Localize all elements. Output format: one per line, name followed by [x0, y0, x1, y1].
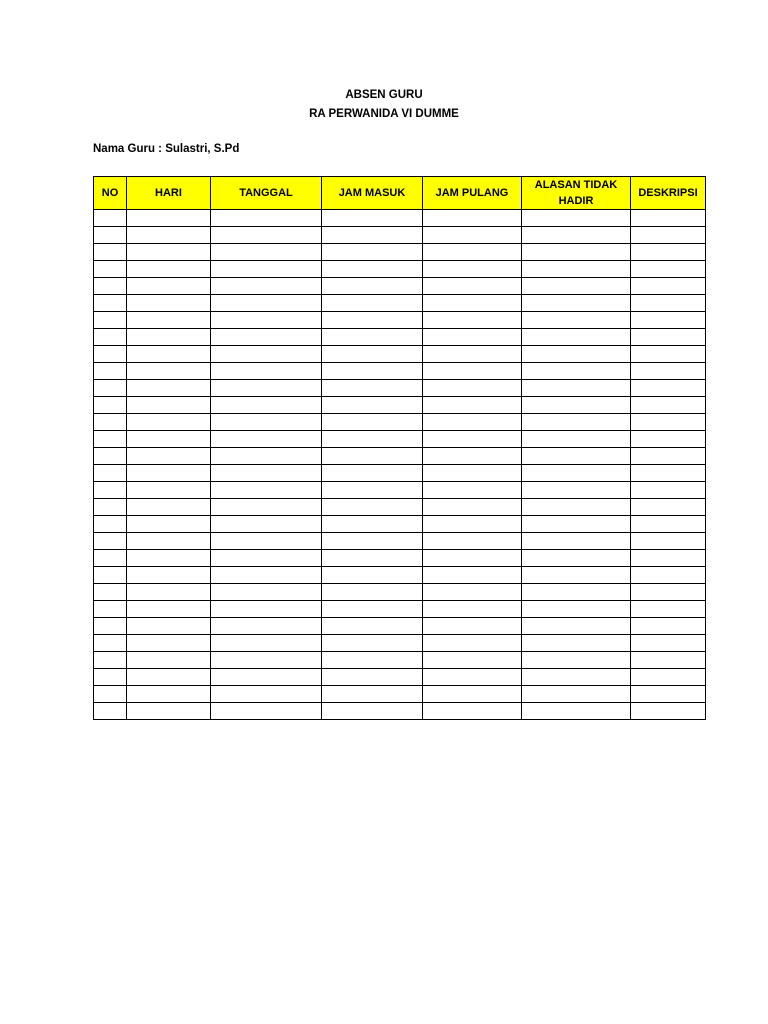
table-cell[interactable]: [322, 465, 423, 482]
table-cell[interactable]: [127, 669, 211, 686]
table-cell[interactable]: [127, 431, 211, 448]
table-row: [94, 363, 706, 380]
table-row: [94, 703, 706, 720]
table-row: [94, 346, 706, 363]
table-cell[interactable]: [423, 278, 522, 295]
table-cell[interactable]: [631, 244, 706, 261]
table-cell[interactable]: [522, 465, 631, 482]
table-cell[interactable]: [631, 584, 706, 601]
table-cell[interactable]: [423, 346, 522, 363]
table-cell[interactable]: [127, 414, 211, 431]
table-cell[interactable]: [631, 516, 706, 533]
table-cell[interactable]: [211, 567, 322, 584]
table-cell[interactable]: [127, 652, 211, 669]
table-cell[interactable]: [94, 652, 127, 669]
table-cell[interactable]: [322, 635, 423, 652]
table-cell[interactable]: [423, 363, 522, 380]
table-cell[interactable]: [127, 482, 211, 499]
column-header-deskripsi: DESKRIPSI: [631, 177, 706, 210]
table-cell[interactable]: [322, 482, 423, 499]
table-cell[interactable]: [94, 346, 127, 363]
table-cell[interactable]: [322, 703, 423, 720]
table-cell[interactable]: [423, 380, 522, 397]
table-row: [94, 397, 706, 414]
table-cell[interactable]: [522, 295, 631, 312]
table-cell[interactable]: [522, 363, 631, 380]
table-cell[interactable]: [211, 380, 322, 397]
table-cell[interactable]: [211, 244, 322, 261]
table-cell[interactable]: [423, 244, 522, 261]
table-cell[interactable]: [423, 499, 522, 516]
table-cell[interactable]: [322, 652, 423, 669]
table-row: [94, 244, 706, 261]
table-row: [94, 414, 706, 431]
table-cell[interactable]: [127, 210, 211, 227]
table-cell[interactable]: [423, 635, 522, 652]
table-cell[interactable]: [127, 635, 211, 652]
table-cell[interactable]: [322, 516, 423, 533]
table-cell[interactable]: [322, 261, 423, 278]
table-cell[interactable]: [423, 533, 522, 550]
column-header-no: NO: [94, 177, 127, 210]
table-cell[interactable]: [94, 703, 127, 720]
table-row: [94, 584, 706, 601]
table-cell[interactable]: [522, 210, 631, 227]
table-cell[interactable]: [211, 295, 322, 312]
table-cell[interactable]: [211, 363, 322, 380]
table-row: [94, 652, 706, 669]
table-row: [94, 295, 706, 312]
table-cell[interactable]: [94, 431, 127, 448]
table-cell[interactable]: [94, 618, 127, 635]
table-cell[interactable]: [322, 363, 423, 380]
table-cell[interactable]: [522, 227, 631, 244]
table-cell[interactable]: [631, 346, 706, 363]
table-cell[interactable]: [127, 312, 211, 329]
table-cell[interactable]: [94, 499, 127, 516]
document-title: ABSEN GURU: [345, 89, 423, 101]
table-row: [94, 635, 706, 652]
table-cell[interactable]: [631, 482, 706, 499]
table-cell[interactable]: [522, 380, 631, 397]
table-row: [94, 550, 706, 567]
table-cell[interactable]: [94, 278, 127, 295]
table-cell[interactable]: [631, 210, 706, 227]
table-cell[interactable]: [211, 414, 322, 431]
table-cell[interactable]: [423, 448, 522, 465]
table-cell[interactable]: [322, 295, 423, 312]
table-cell[interactable]: [522, 312, 631, 329]
table-cell[interactable]: [94, 363, 127, 380]
table-cell[interactable]: [322, 550, 423, 567]
table-cell[interactable]: [522, 516, 631, 533]
table-row: [94, 448, 706, 465]
table-cell[interactable]: [211, 669, 322, 686]
table-cell[interactable]: [127, 618, 211, 635]
table-row: [94, 482, 706, 499]
table-cell[interactable]: [322, 567, 423, 584]
table-cell[interactable]: [631, 618, 706, 635]
table-cell[interactable]: [94, 635, 127, 652]
table-row: [94, 618, 706, 635]
table-cell[interactable]: [94, 380, 127, 397]
table-cell[interactable]: [211, 635, 322, 652]
table-row: [94, 669, 706, 686]
table-cell[interactable]: [322, 346, 423, 363]
table-cell[interactable]: [94, 414, 127, 431]
table-cell[interactable]: [94, 482, 127, 499]
table-cell[interactable]: [631, 465, 706, 482]
table-cell[interactable]: [423, 261, 522, 278]
table-cell[interactable]: [94, 261, 127, 278]
table-row: [94, 329, 706, 346]
table-cell[interactable]: [322, 380, 423, 397]
table-cell[interactable]: [522, 635, 631, 652]
table-cell[interactable]: [127, 550, 211, 567]
table-cell[interactable]: [522, 346, 631, 363]
table-cell[interactable]: [127, 363, 211, 380]
table-cell[interactable]: [211, 703, 322, 720]
table-cell[interactable]: [94, 567, 127, 584]
table-cell[interactable]: [322, 499, 423, 516]
table-cell[interactable]: [631, 686, 706, 703]
table-cell[interactable]: [423, 295, 522, 312]
table-cell[interactable]: [94, 669, 127, 686]
table-cell[interactable]: [522, 244, 631, 261]
table-cell[interactable]: [94, 227, 127, 244]
table-cell[interactable]: [322, 329, 423, 346]
table-cell[interactable]: [127, 601, 211, 618]
table-cell[interactable]: [423, 210, 522, 227]
table-cell[interactable]: [211, 601, 322, 618]
table-cell[interactable]: [631, 363, 706, 380]
table-cell[interactable]: [127, 584, 211, 601]
column-header-jam-pulang: JAM PULANG: [423, 177, 522, 210]
table-cell[interactable]: [423, 227, 522, 244]
table-cell[interactable]: [522, 567, 631, 584]
table-cell[interactable]: [94, 516, 127, 533]
table-header-row: [94, 177, 706, 210]
table-cell[interactable]: [322, 533, 423, 550]
table-cell[interactable]: [94, 584, 127, 601]
table-cell[interactable]: [127, 567, 211, 584]
table-body: [94, 210, 706, 720]
table-cell[interactable]: [94, 550, 127, 567]
table-cell[interactable]: [522, 448, 631, 465]
table-cell[interactable]: [322, 669, 423, 686]
table-cell[interactable]: [211, 584, 322, 601]
table-cell[interactable]: [211, 516, 322, 533]
table-cell[interactable]: [423, 329, 522, 346]
table-cell[interactable]: [127, 465, 211, 482]
table-cell[interactable]: [211, 312, 322, 329]
table-cell[interactable]: [211, 227, 322, 244]
table-cell[interactable]: [522, 550, 631, 567]
table-cell[interactable]: [94, 533, 127, 550]
table-cell[interactable]: [211, 550, 322, 567]
table-cell[interactable]: [211, 346, 322, 363]
table-cell[interactable]: [94, 686, 127, 703]
table-cell[interactable]: [522, 703, 631, 720]
table-row: [94, 533, 706, 550]
school-name: RA PERWANIDA VI DUMME: [309, 108, 459, 120]
table-cell[interactable]: [211, 499, 322, 516]
table-cell[interactable]: [423, 618, 522, 635]
table-cell[interactable]: [127, 244, 211, 261]
table-row: [94, 380, 706, 397]
table-cell[interactable]: [322, 312, 423, 329]
table-cell[interactable]: [631, 261, 706, 278]
table-cell[interactable]: [423, 686, 522, 703]
table-cell[interactable]: [127, 329, 211, 346]
table-cell[interactable]: [322, 397, 423, 414]
table-row: [94, 686, 706, 703]
table-cell[interactable]: [94, 295, 127, 312]
table-cell[interactable]: [127, 397, 211, 414]
table-cell[interactable]: [522, 397, 631, 414]
table-cell[interactable]: [127, 516, 211, 533]
table-cell[interactable]: [127, 686, 211, 703]
column-header-tanggal: TANGGAL: [211, 177, 322, 210]
table-cell[interactable]: [211, 448, 322, 465]
table-cell[interactable]: [423, 414, 522, 431]
table-cell[interactable]: [522, 652, 631, 669]
table-cell[interactable]: [211, 482, 322, 499]
table-cell[interactable]: [522, 278, 631, 295]
table-cell[interactable]: [322, 414, 423, 431]
table-cell[interactable]: [631, 448, 706, 465]
table-row: [94, 312, 706, 329]
table-cell[interactable]: [423, 465, 522, 482]
table-cell[interactable]: [211, 261, 322, 278]
table-cell[interactable]: [423, 601, 522, 618]
table-cell[interactable]: [522, 533, 631, 550]
table-cell[interactable]: [522, 414, 631, 431]
table-cell[interactable]: [631, 295, 706, 312]
table-cell[interactable]: [522, 601, 631, 618]
table-cell[interactable]: [631, 550, 706, 567]
table-row: [94, 465, 706, 482]
table-cell[interactable]: [423, 567, 522, 584]
table-cell[interactable]: [631, 652, 706, 669]
table-cell[interactable]: [522, 618, 631, 635]
table-cell[interactable]: [211, 533, 322, 550]
table-cell[interactable]: [94, 312, 127, 329]
table-cell[interactable]: [94, 465, 127, 482]
table-cell[interactable]: [423, 482, 522, 499]
table-cell[interactable]: [522, 669, 631, 686]
table-cell[interactable]: [423, 431, 522, 448]
table-cell[interactable]: [423, 669, 522, 686]
table-row: [94, 601, 706, 618]
table-cell[interactable]: [631, 414, 706, 431]
table-cell[interactable]: [127, 227, 211, 244]
table-cell[interactable]: [322, 244, 423, 261]
table-cell[interactable]: [127, 278, 211, 295]
table-cell[interactable]: [94, 397, 127, 414]
table-cell[interactable]: [211, 686, 322, 703]
column-header-jam-masuk: JAM MASUK: [322, 177, 423, 210]
table-cell[interactable]: [322, 601, 423, 618]
table-cell[interactable]: [631, 329, 706, 346]
table-cell[interactable]: [127, 380, 211, 397]
table-cell[interactable]: [423, 652, 522, 669]
table-cell[interactable]: [522, 499, 631, 516]
table-cell[interactable]: [423, 550, 522, 567]
table-cell[interactable]: [211, 210, 322, 227]
table-cell[interactable]: [127, 295, 211, 312]
table-cell[interactable]: [322, 618, 423, 635]
table-cell[interactable]: [127, 448, 211, 465]
table-cell[interactable]: [322, 210, 423, 227]
table-cell[interactable]: [322, 431, 423, 448]
table-cell[interactable]: [127, 261, 211, 278]
table-row: [94, 261, 706, 278]
table-cell[interactable]: [127, 346, 211, 363]
table-row: [94, 431, 706, 448]
table-cell[interactable]: [631, 227, 706, 244]
table-cell[interactable]: [631, 278, 706, 295]
table-row: [94, 278, 706, 295]
table-cell[interactable]: [522, 584, 631, 601]
table-cell[interactable]: [127, 533, 211, 550]
table-cell[interactable]: [211, 652, 322, 669]
table-cell[interactable]: [631, 601, 706, 618]
table-cell[interactable]: [94, 210, 127, 227]
table-cell[interactable]: [322, 448, 423, 465]
table-cell[interactable]: [631, 397, 706, 414]
table-cell[interactable]: [94, 244, 127, 261]
table-cell[interactable]: [631, 312, 706, 329]
table-cell[interactable]: [631, 380, 706, 397]
table-cell[interactable]: [322, 227, 423, 244]
attendance-table: [93, 176, 706, 720]
table-cell[interactable]: [322, 278, 423, 295]
column-header-alasan-tidak-hadir: ALASAN TIDAK HADIR: [522, 177, 631, 210]
table-cell[interactable]: [211, 431, 322, 448]
table-cell[interactable]: [631, 499, 706, 516]
table-cell[interactable]: [631, 533, 706, 550]
table-cell[interactable]: [423, 703, 522, 720]
table-cell[interactable]: [94, 601, 127, 618]
table-cell[interactable]: [522, 431, 631, 448]
table-row: [94, 499, 706, 516]
table-cell[interactable]: [94, 448, 127, 465]
table-cell[interactable]: [522, 482, 631, 499]
table-row: [94, 567, 706, 584]
table-cell[interactable]: [423, 312, 522, 329]
table-cell[interactable]: [211, 329, 322, 346]
table-cell[interactable]: [211, 278, 322, 295]
column-header-hari: HARI: [127, 177, 211, 210]
table-row: [94, 227, 706, 244]
table-cell[interactable]: [211, 397, 322, 414]
table-cell[interactable]: [631, 635, 706, 652]
table-cell[interactable]: [631, 567, 706, 584]
table-cell[interactable]: [127, 499, 211, 516]
table-cell[interactable]: [127, 703, 211, 720]
table-cell[interactable]: [322, 686, 423, 703]
table-cell[interactable]: [631, 703, 706, 720]
table-cell[interactable]: [522, 686, 631, 703]
table-row: [94, 210, 706, 227]
table-cell[interactable]: [631, 669, 706, 686]
table-cell[interactable]: [211, 618, 322, 635]
table-cell[interactable]: [423, 516, 522, 533]
table-cell[interactable]: [631, 431, 706, 448]
teacher-name-label: Nama Guru : Sulastri, S.Pd: [93, 143, 240, 155]
table-cell[interactable]: [94, 329, 127, 346]
table-cell[interactable]: [522, 329, 631, 346]
table-cell[interactable]: [423, 584, 522, 601]
table-cell[interactable]: [423, 397, 522, 414]
table-cell[interactable]: [522, 261, 631, 278]
table-row: [94, 516, 706, 533]
table-cell[interactable]: [322, 584, 423, 601]
table-cell[interactable]: [211, 465, 322, 482]
